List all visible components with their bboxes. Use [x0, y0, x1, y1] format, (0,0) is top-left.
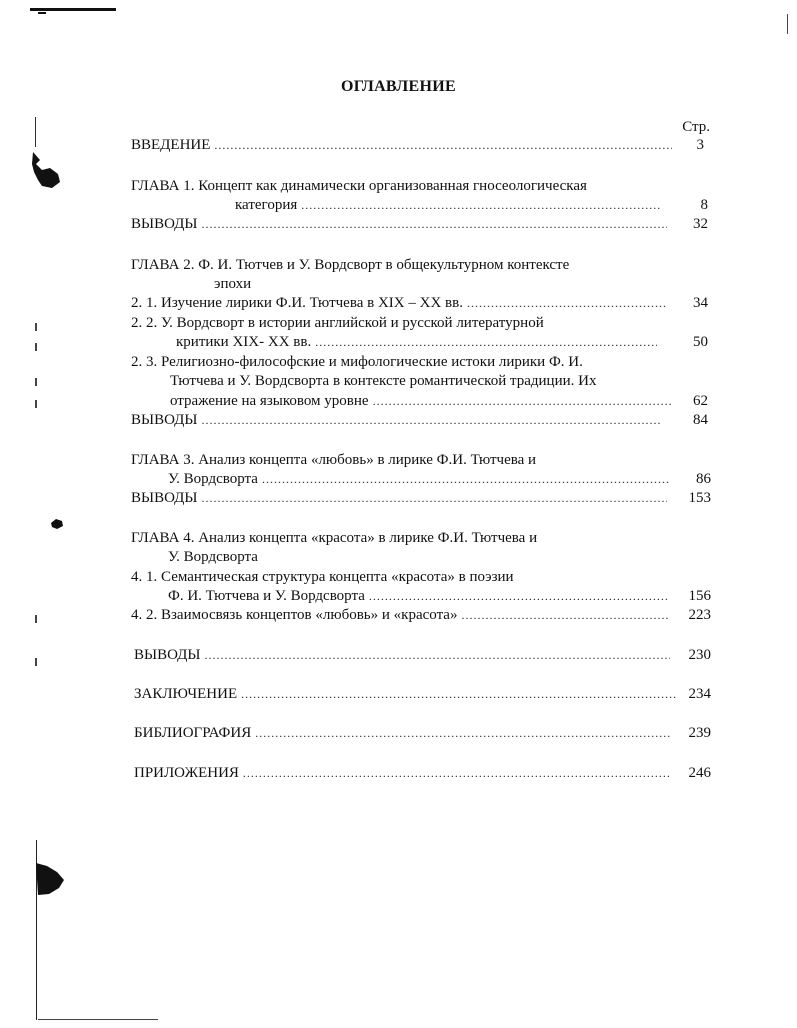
toc-label: БИБЛИОГРАФИЯ [134, 725, 252, 741]
scan-mark [35, 378, 37, 386]
toc-section-2-2-title: 2. 2. У. Вордсворт в истории английской и русской литературной [131, 315, 544, 331]
leader-dots [255, 724, 670, 743]
toc-label: категория [235, 197, 298, 213]
leader-dots [369, 587, 669, 606]
scan-mark [35, 658, 37, 666]
toc-chapter-2-title: ГЛАВА 2. Ф. И. Тютчев и У. Вордсворт в общекультурном контексте [131, 257, 570, 273]
toc-page-number: 32 [693, 216, 708, 232]
toc-page-number: 156 [688, 588, 711, 604]
toc-entry-appendices [134, 764, 674, 783]
leader-dots [461, 606, 669, 625]
toc-label: ВЫВОДЫ [131, 216, 198, 232]
toc-page-number: 62 [693, 393, 708, 409]
scan-mark [787, 14, 788, 34]
toc-label: ВВЕДЕНИЕ [131, 137, 211, 153]
toc-entry-section-4-1 [168, 587, 673, 606]
toc-label: 2. 1. Изучение лирики Ф.И. Тютчева в XIX – XX вв. [131, 295, 463, 311]
margin-line [38, 1019, 158, 1020]
toc-label: ЗАКЛЮЧЕНИЕ [134, 686, 238, 702]
toc-entry-section-2-1 [131, 294, 671, 313]
scan-mark [30, 8, 116, 11]
toc-section-2-3-title: 2. 3. Религиозно-философские и мифологические истоки лирики Ф. И. [131, 354, 583, 370]
toc-page-number: 86 [696, 471, 711, 487]
toc-label: У. Вордсворта [168, 471, 258, 487]
toc-page-number: 153 [688, 490, 711, 506]
toc-entry-chapter-3-conclusions [131, 489, 671, 508]
toc-page-number: 246 [688, 765, 711, 781]
toc-chapter-4-title: ГЛАВА 4. Анализ концепта «красота» в лирике Ф.И. Тютчева и [131, 530, 538, 546]
scan-mark [35, 323, 37, 331]
toc-entry-chapter-1 [235, 196, 665, 215]
toc-entry-conclusion [134, 685, 682, 704]
page-title: ОГЛАВЛЕНИЕ [341, 78, 456, 95]
toc-entry-bibliography [134, 724, 674, 743]
leader-dots [241, 685, 678, 704]
toc-entry-intro [131, 136, 676, 155]
toc-chapter-4-title-cont: У. Вордсворта [168, 549, 258, 565]
toc-page-number: 239 [688, 725, 711, 741]
toc-page-number: 223 [688, 607, 711, 623]
leader-dots [202, 411, 663, 430]
toc-entry-chapter-1-conclusions [131, 215, 671, 234]
toc-entry-section-2-3 [170, 392, 675, 411]
toc-label: ПРИЛОЖЕНИЯ [134, 765, 239, 781]
toc-section-4-1-title: 4. 1. Семантическая структура концепта «красота» в поэзии [131, 569, 514, 585]
toc-page-number: 234 [688, 686, 711, 702]
toc-page-number: 34 [693, 295, 708, 311]
toc-label: ВЫВОДЫ [134, 647, 201, 663]
toc-page-number: 8 [700, 197, 708, 213]
scan-mark [38, 12, 46, 14]
leader-dots [205, 646, 671, 665]
toc-label: ВЫВОДЫ [131, 490, 198, 506]
toc-chapter-1-title: ГЛАВА 1. Концепт как динамически организованная гносеологическая [131, 178, 587, 194]
toc-page-number: 3 [696, 137, 704, 153]
leader-dots [262, 470, 669, 489]
toc-entry-chapter-3 [168, 470, 673, 489]
toc-page-number: 230 [688, 647, 711, 663]
leader-dots [467, 294, 667, 313]
toc-label: Ф. И. Тютчева и У. Вордсворта [168, 588, 365, 604]
toc-chapter-3-title: ГЛАВА 3. Анализ концепта «любовь» в лирике Ф.И. Тютчева и [131, 452, 537, 468]
scan-mark [35, 615, 37, 623]
toc-entry-section-2-2 [176, 333, 661, 352]
toc-entry-chapter-2-conclusions [131, 411, 666, 430]
ink-blot [30, 150, 62, 192]
ink-blot [50, 518, 64, 530]
page-column-header: Стр. [682, 119, 710, 135]
toc-label: 4. 2. Взаимосвязь концептов «любовь» и «красота» [131, 607, 458, 623]
ink-blot [35, 862, 65, 896]
toc-page-number: 84 [693, 412, 708, 428]
leader-dots [202, 489, 668, 508]
scan-mark [35, 400, 37, 408]
toc-page-number: 50 [693, 334, 708, 350]
leader-dots [315, 333, 657, 352]
toc-section-2-3-title-cont: Тютчева и У. Вордсворта в контексте романтической традиции. Их [170, 373, 597, 389]
leader-dots [243, 764, 670, 783]
margin-line [35, 117, 36, 147]
toc-entry-chapter-4-conclusions [134, 646, 674, 665]
leader-dots [373, 392, 671, 411]
toc-entry-section-4-2 [131, 606, 673, 625]
leader-dots [214, 136, 672, 155]
toc-label: критики XIX- XX вв. [176, 334, 312, 350]
scan-mark [35, 343, 37, 351]
toc-chapter-2-title-cont: эпохи [214, 276, 252, 292]
leader-dots [202, 215, 668, 234]
toc-label: ВЫВОДЫ [131, 412, 198, 428]
toc-label: отражение на языковом уровне [170, 393, 369, 409]
leader-dots [301, 196, 661, 215]
